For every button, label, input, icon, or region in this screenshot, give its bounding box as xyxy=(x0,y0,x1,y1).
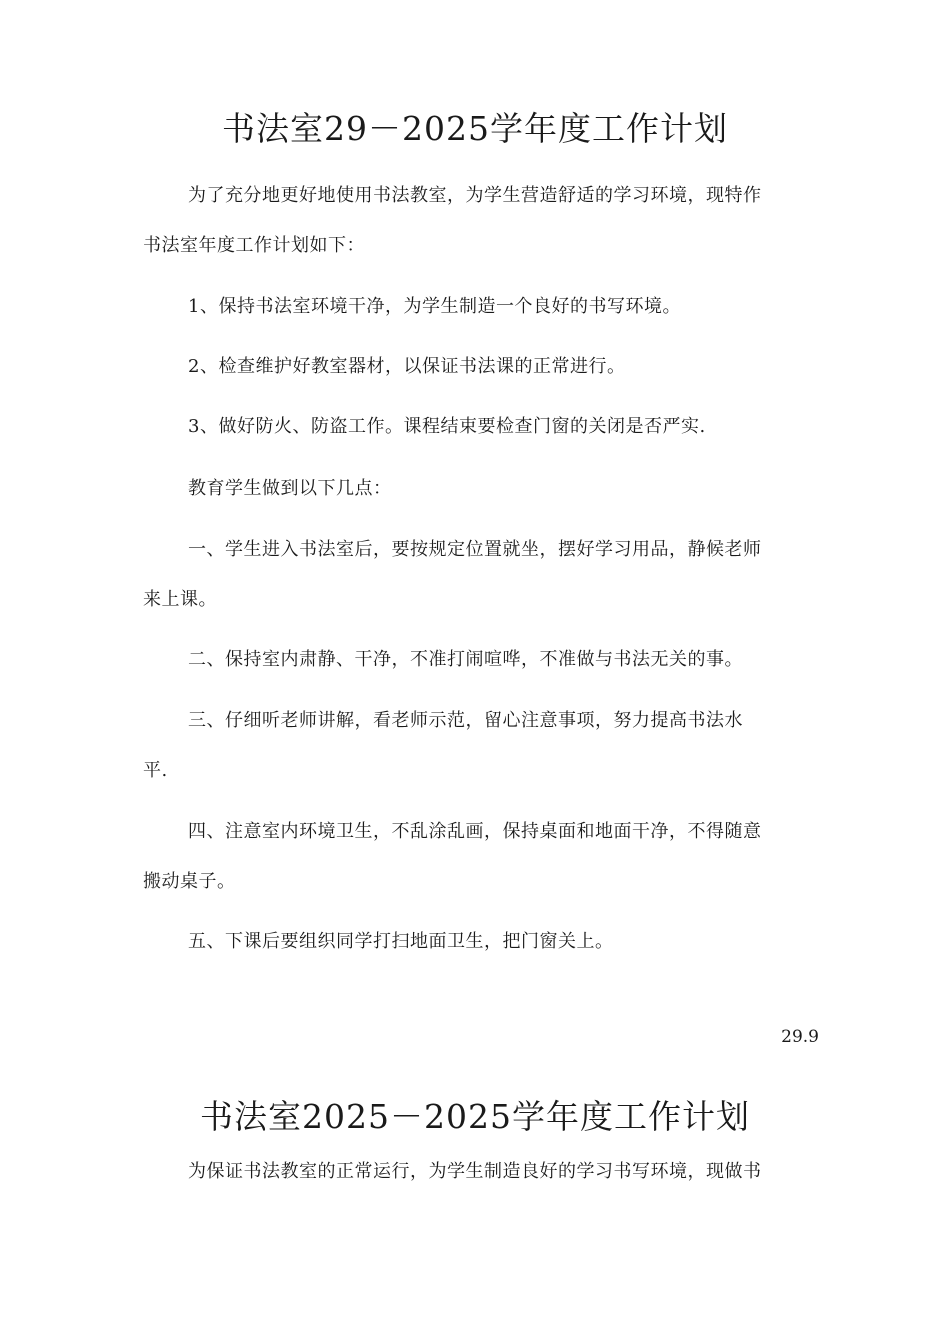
item-3: 3、做好防火、防盗工作。课程结束要检查门窗的关闭是否严实. xyxy=(188,416,706,437)
rule-4-line-2: 搬动桌子。 xyxy=(143,871,236,892)
rule-1-line-1: 一、学生进入书法室后，要按规定位置就坐，摆好学习用品，静候老师 xyxy=(188,539,762,560)
rule-4-line-1: 四、注意室内环境卫生，不乱涂乱画，保持桌面和地面干净，不得随意 xyxy=(188,821,762,842)
rule-3-line-1: 三、仔细听老师讲解，看老师示范，留心注意事项，努力提高书法水 xyxy=(188,710,743,731)
rules-heading: 教育学生做到以下几点： xyxy=(188,478,392,499)
plan-title-2: 书法室2025－2025学年度工作计划 xyxy=(200,1097,750,1136)
plan-date: 29.9 xyxy=(781,1027,819,1047)
rule-3-line-2: 平. xyxy=(143,760,168,781)
intro-line-2: 书法室年度工作计划如下： xyxy=(143,235,365,256)
item-1: 1、保持书法室环境干净，为学生制造一个良好的书写环境。 xyxy=(188,296,681,317)
intro-line-1: 为了充分地更好地使用书法教室，为学生营造舒适的学习环境，现特作 xyxy=(188,185,762,206)
rule-2: 二、保持室内肃静、干净，不准打闹喧哗，不准做与书法无关的事。 xyxy=(188,649,743,670)
item-2: 2、检查维护好教室器材，以保证书法课的正常进行。 xyxy=(188,356,626,377)
plan-title-1: 书法室29－2025学年度工作计划 xyxy=(222,109,728,148)
rule-1-line-2: 来上课。 xyxy=(143,589,217,610)
rule-5: 五、下课后要组织同学打扫地面卫生，把门窗关上。 xyxy=(188,931,614,952)
plan-2-intro-line-1: 为保证书法教室的正常运行，为学生制造良好的学习书写环境，现做书 xyxy=(188,1161,762,1182)
